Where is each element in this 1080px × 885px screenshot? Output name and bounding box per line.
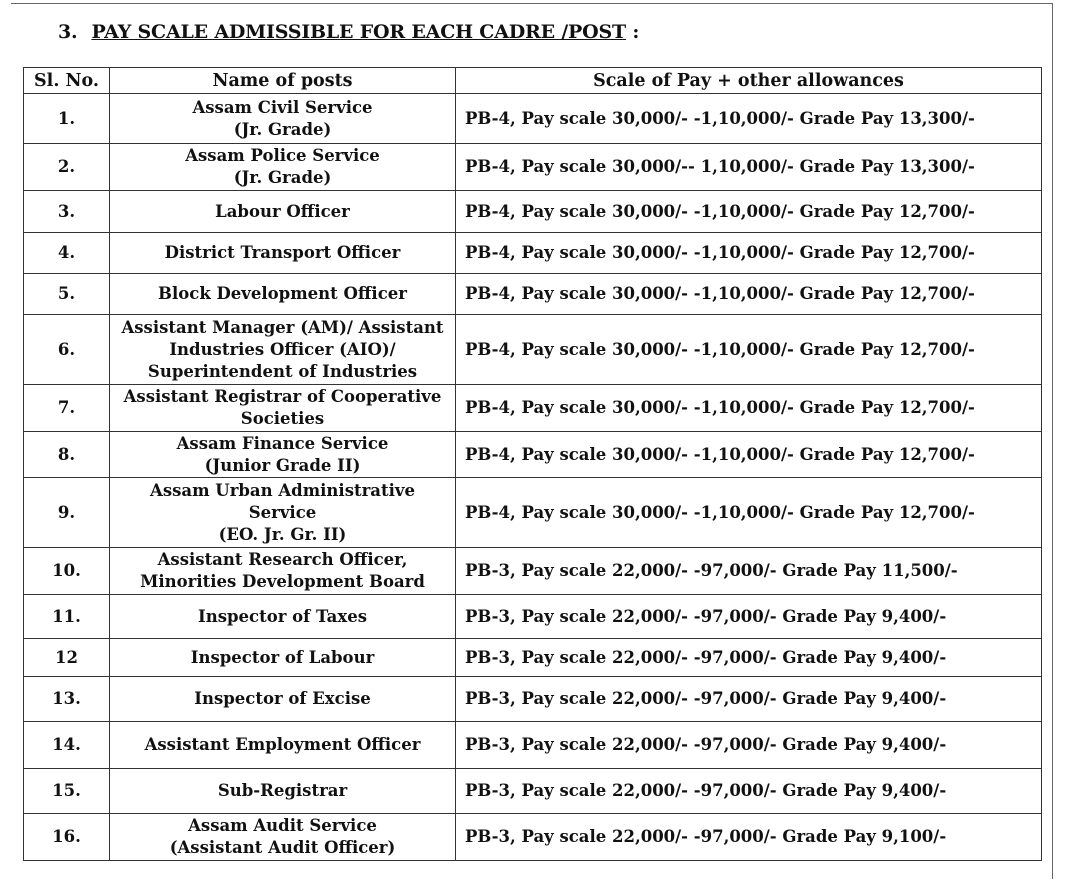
cell-post-name [110,432,456,478]
post-name-line: Assistant Research Officer, [157,550,408,569]
table-row [24,432,1042,478]
cell-post-name [110,639,456,677]
table-row [24,478,1042,548]
table-row [24,769,1042,814]
table-row [24,94,1042,144]
table-row [24,639,1042,677]
cell-sl-no: 6. [24,315,110,385]
header-sl-no: Sl. No. [24,68,110,94]
cell-post-name [110,814,456,861]
post-name-line: Labour Officer [215,201,350,221]
cell-sl-no: 14. [24,722,110,769]
cell-post-name [110,274,456,315]
table-row [24,548,1042,595]
cell-sl-no: 7. [24,385,110,432]
cell-sl-no: 16. [24,814,110,861]
cell-sl-no: 1. [24,94,110,144]
post-name-line: Superintendent of Industries [147,361,418,381]
cell-sl-no: 9. [24,478,110,548]
post-name-line: District Transport Officer [164,243,401,262]
cell-pay-scale: PB-3, Pay scale 22,000/- -97,000/- Grade Pay 9,400/- [456,769,1042,814]
cell-pay-scale: PB-4, Pay scale 30,000/- -1,10,000/- Grade Pay 12,700/- [456,233,1042,274]
post-name-line: Assistant Manager (AM)/ Assistant [121,317,444,337]
cell-sl-no: 3. [24,191,110,233]
pay-scale-table [23,67,1042,861]
cell-pay-scale: PB-3, Pay scale 22,000/- -97,000/- Grade Pay 9,400/- [456,639,1042,677]
cell-post-name [110,191,456,233]
header-name-of-posts: Name of posts [110,68,456,94]
post-name-line: Assam Civil Service [192,97,373,117]
post-name-line: (Jr. Grade) [233,119,332,139]
cell-sl-no: 12 [24,639,110,677]
post-name-line: Service [248,502,317,522]
cell-pay-scale: PB-3, Pay scale 22,000/- -97,000/- Grade Pay 11,500/- [456,548,1042,595]
cell-post-name [110,144,456,191]
post-name-line: Inspector of Excise [194,689,371,708]
post-name-line: Sub-Registrar [217,781,348,800]
cell-sl-no: 13. [24,677,110,722]
section-title: PAY SCALE ADMISSIBLE FOR EACH CADRE /POST [91,21,626,43]
section-number: 3. [58,21,78,43]
cell-post-name [110,548,456,595]
cell-sl-no: 8. [24,432,110,478]
cell-sl-no: 10. [24,548,110,595]
cell-post-name [110,769,456,814]
cell-post-name [110,94,456,144]
cell-post-name [110,677,456,722]
cell-pay-scale: PB-3, Pay scale 22,000/- -97,000/- Grade Pay 9,400/- [456,595,1042,639]
cell-pay-scale: PB-4, Pay scale 30,000/- -1,10,000/- Grade Pay 12,700/- [456,385,1042,432]
cell-sl-no: 4. [24,233,110,274]
table-body [24,94,1042,861]
cell-pay-scale: PB-3, Pay scale 22,000/- -97,000/- Grade Pay 9,400/- [456,722,1042,769]
post-name-line: Minorities Development Board [140,572,425,591]
table-row [24,814,1042,861]
cell-pay-scale: PB-3, Pay scale 22,000/- -97,000/- Grade Pay 9,400/- [456,677,1042,722]
cell-post-name [110,385,456,432]
post-name-line: Assam Audit Service [188,816,377,835]
table-row [24,677,1042,722]
post-name-line: (Jr. Grade) [233,168,332,187]
cell-pay-scale: PB-4, Pay scale 30,000/- -1,10,000/- Grade Pay 13,300/- [456,94,1042,144]
post-name-line: Assistant Employment Officer [144,735,421,754]
cell-post-name [110,478,456,548]
table-row [24,315,1042,385]
post-name-line: Block Development Officer [158,284,407,303]
table-row [24,385,1042,432]
header-scale-of-pay: Scale of Pay + other allowances [456,68,1042,94]
post-name-line: (EO. Jr. Gr. II) [218,524,347,544]
post-name-line: Inspector of Labour [190,647,375,667]
cell-pay-scale: PB-3, Pay scale 22,000/- -97,000/- Grade Pay 9,100/- [456,814,1042,861]
table-row [24,274,1042,315]
post-name-line: Industries Officer (AIO)/ [169,339,396,359]
cell-pay-scale: PB-4, Pay scale 30,000/- -1,10,000/- Grade Pay 12,700/- [456,274,1042,315]
section-colon: : [632,21,640,43]
cell-sl-no: 11. [24,595,110,639]
cell-post-name [110,315,456,385]
table-row [24,595,1042,639]
cell-pay-scale: PB-4, Pay scale 30,000/- -1,10,000/- Grade Pay 12,700/- [456,432,1042,478]
table-row [24,144,1042,191]
post-name-line: Societies [240,409,325,428]
cell-sl-no: 5. [24,274,110,315]
table-row [24,722,1042,769]
post-name-line: Assam Urban Administrative [150,480,415,500]
cell-sl-no: 15. [24,769,110,814]
cell-pay-scale: PB-4, Pay scale 30,000/- -1,10,000/- Grade Pay 12,700/- [456,315,1042,385]
post-name-line: Assam Finance Service [176,433,389,453]
table-row [24,191,1042,233]
post-name-line: Inspector of Taxes [197,606,367,626]
post-name-line: (Assistant Audit Officer) [169,838,396,857]
post-name-line: (Junior Grade II) [204,455,361,475]
cell-pay-scale: PB-4, Pay scale 30,000/- -1,10,000/- Grade Pay 12,700/- [456,478,1042,548]
post-name-line: Assam Police Service [185,146,380,165]
section-heading [58,21,639,43]
cell-post-name [110,595,456,639]
post-name-line: Assistant Registrar of Cooperative [123,387,442,406]
table-row [24,233,1042,274]
cell-post-name [110,722,456,769]
cell-post-name [110,233,456,274]
cell-pay-scale: PB-4, Pay scale 30,000/- -1,10,000/- Grade Pay 12,700/- [456,191,1042,233]
cell-pay-scale: PB-4, Pay scale 30,000/-- 1,10,000/- Grade Pay 13,300/- [456,144,1042,191]
table-header-row [24,68,1042,94]
cell-sl-no: 2. [24,144,110,191]
